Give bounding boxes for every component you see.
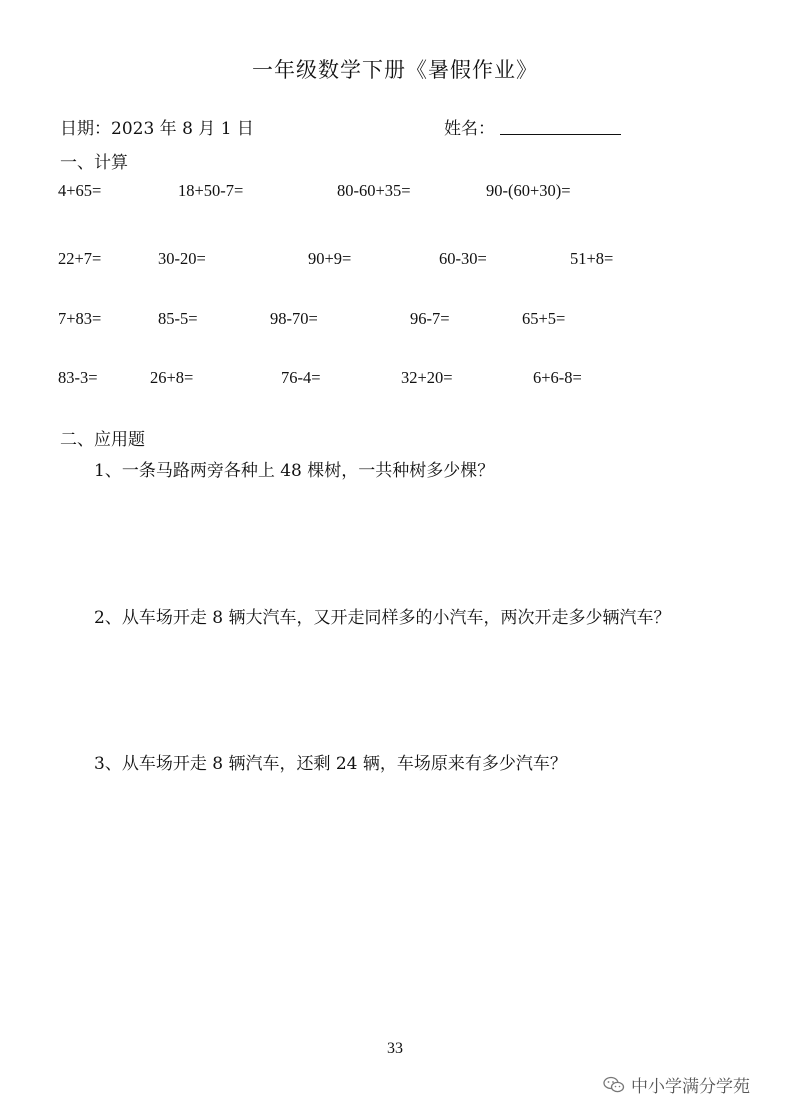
- word-problem-3: 3、从车场开走 8 辆汽车，还剩 24 辆，车场原来有多少汽车？: [94, 754, 567, 774]
- calc-item: 30-20=: [158, 249, 206, 268]
- name-field-line[interactable]: [500, 134, 621, 135]
- page-title: 一年级数学下册《暑假作业》: [252, 58, 538, 82]
- calc-item: 80-60+35=: [337, 181, 411, 200]
- calc-item: 6+6-8=: [533, 368, 582, 387]
- word-problem-1: 1、一条马路两旁各种上 48 棵树，一共种树多少棵？: [94, 461, 495, 481]
- calc-item: 98-70=: [270, 309, 318, 328]
- calc-item: 65+5=: [522, 309, 566, 328]
- calc-item: 85-5=: [158, 309, 198, 328]
- word-problem-2: 2、从车场开走 8 辆大汽车，又开走同样多的小汽车，两次开走多少辆汽车？: [94, 608, 671, 628]
- section-word-problems-heading: 二、应用题: [60, 430, 145, 450]
- calc-item: 32+20=: [401, 368, 453, 387]
- date-text: 日期：2023 年 8 月 1 日: [60, 119, 254, 139]
- calc-item: 83-3=: [58, 368, 98, 387]
- wechat-icon: [603, 1076, 625, 1094]
- watermark: [603, 1072, 750, 1097]
- calc-item: 22+7=: [58, 249, 102, 268]
- calc-item: 90-(60+30)=: [486, 181, 571, 200]
- watermark-text: 中小学满分学苑: [631, 1077, 750, 1097]
- calc-item: 76-4=: [281, 368, 321, 387]
- name-label: 姓名：: [444, 119, 495, 139]
- calc-item: 26+8=: [150, 368, 194, 387]
- calc-item: 51+8=: [570, 249, 614, 268]
- calc-item: 18+50-7=: [178, 181, 244, 200]
- section-calculation-heading: 一、计算: [60, 153, 128, 173]
- calc-item: 60-30=: [439, 249, 487, 268]
- calc-item: 96-7=: [410, 309, 450, 328]
- calc-item: 7+83=: [58, 309, 102, 328]
- calc-item: 90+9=: [308, 249, 352, 268]
- calc-item: 4+65=: [58, 181, 102, 200]
- page-number: 33: [387, 1040, 403, 1057]
